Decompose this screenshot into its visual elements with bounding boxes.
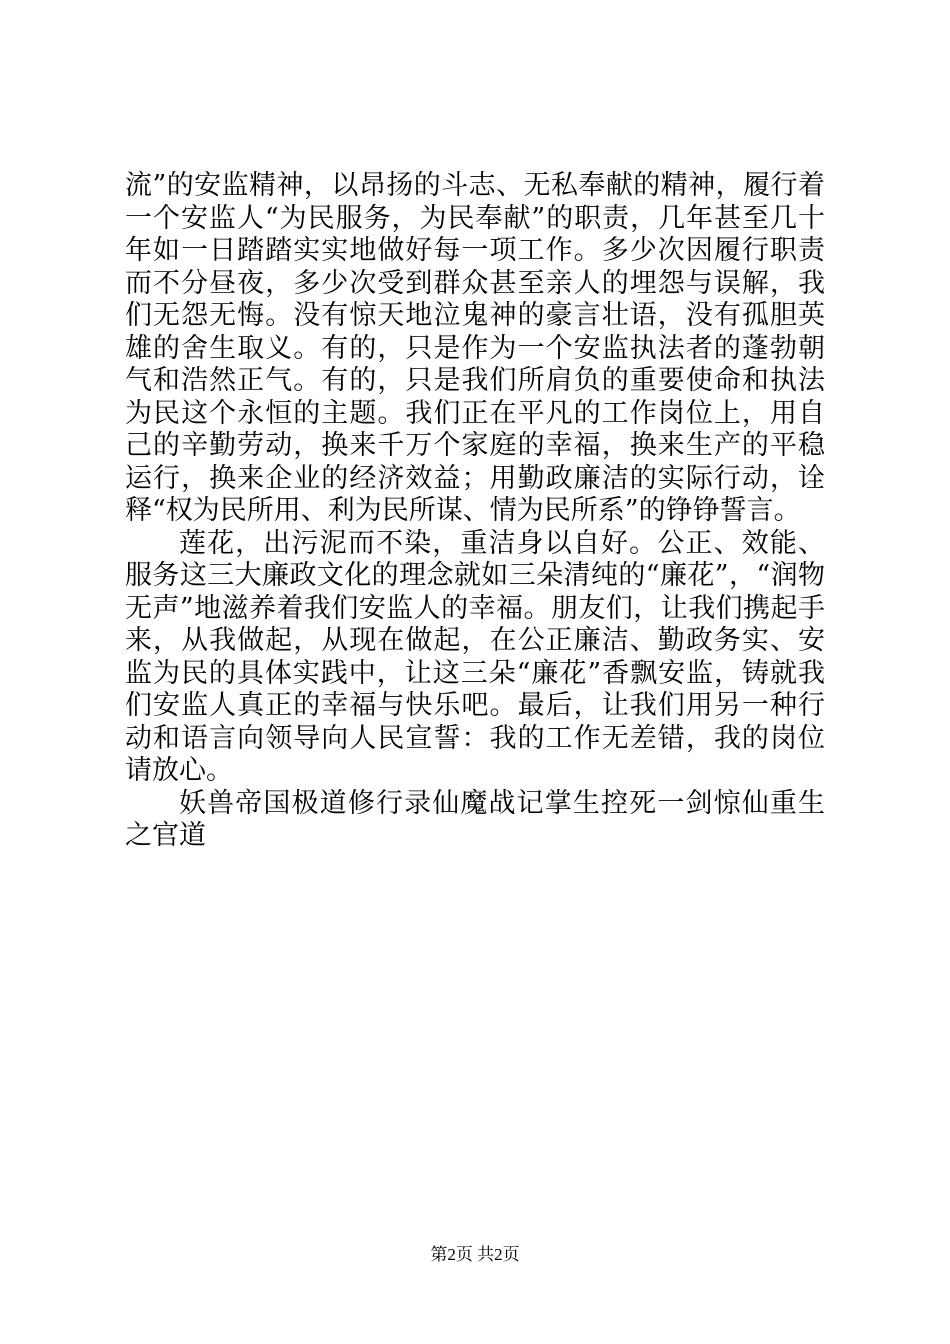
paragraph-continued: 流”的安监精神，以昂扬的斗志、无私奉献的精神，履行着一个安监人“为民服务，为民奉献”的职责，几年甚至几十年如一日踏踏实实地做好每一项工作。多少次因履行职责而不分昼夜，多少次受到群众甚至亲人的埋怨与误解，我们无怨无悔。没有惊天地泣鬼神的豪言壮语，没有孤胆英雄的舍生取义。有的，只是作为一个安监执法者的蓬勃朝气和浩然正气。有的，只是我们所肩负的重要使命和执法为民这个永恒的主题。我们正在平凡的工作岗位上，用自己的辛勤劳动，换来千万个家庭的幸福，换来生产的平稳运行，换来企业的经济效益；用勤政廉洁的实际行动，诠释“权为民所用、利为民所谋、情为民所系”的铮铮誓言。 <box>125 170 825 526</box>
document-body <box>125 170 825 853</box>
page-footer <box>0 1244 950 1266</box>
paragraph-appended-titles: 妖兽帝国极道修行录仙魔战记掌生控死一剑惊仙重生之官道 <box>125 787 825 851</box>
paragraph-lotus: 莲花，出污泥而不染，重洁身以自好。公正、效能、服务这三大廉政文化的理念就如三朵清纯的“廉花”，“润物无声”地滋养着我们安监人的幸福。朋友们，让我们携起手来，从我做起，从现在做起，在公正廉洁、勤政务实、安监为民的具体实践中，让这三朵“廉花”香飘安监，铸就我们安监人真正的幸福与快乐吧。最后，让我们用另一种行动和语言向领导向人民宣誓：我的工作无差错，我的岗位请放心。 <box>125 527 825 786</box>
page-number-label: 第2页 共2页 <box>430 1245 520 1264</box>
